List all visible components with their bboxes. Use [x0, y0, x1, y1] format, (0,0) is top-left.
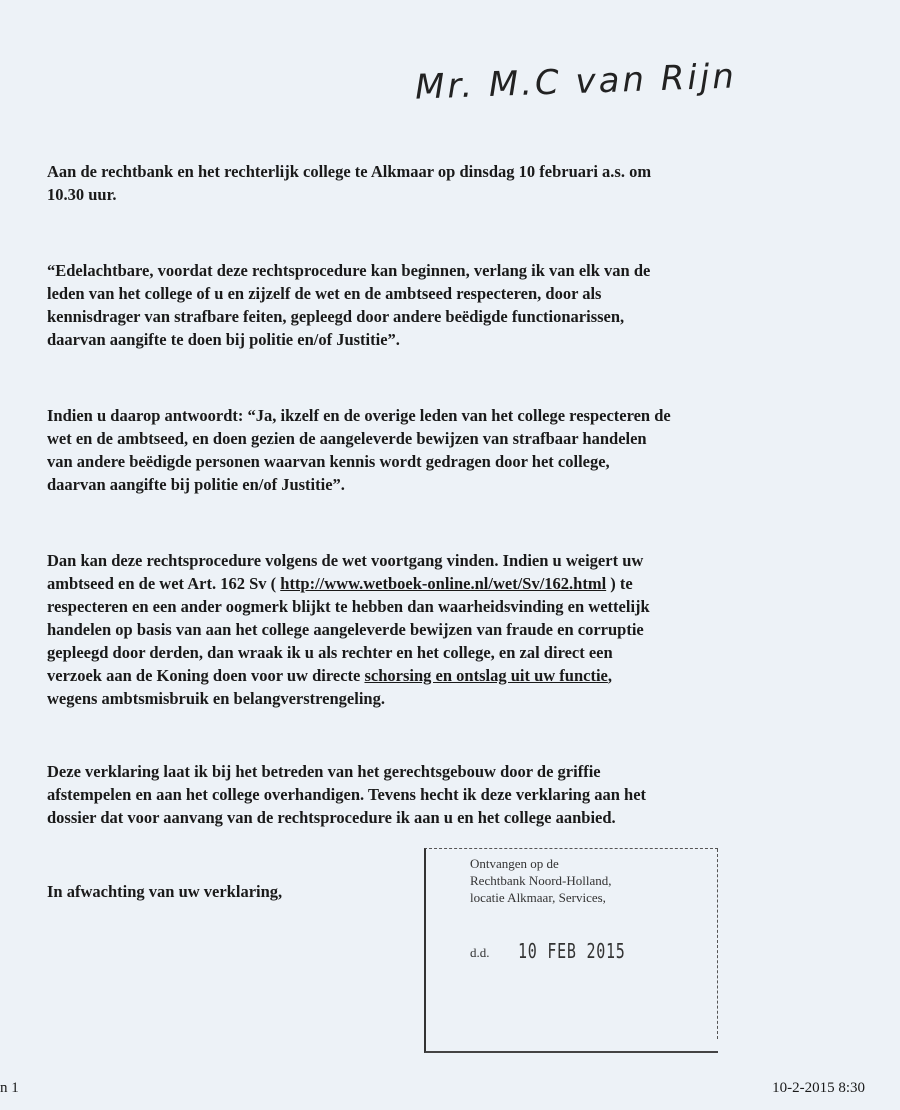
footer-page: n 1 [0, 1080, 19, 1096]
text-line: handelen op basis van aan het college aangeleverde bewijzen van fraude en corruptie [47, 620, 644, 639]
text-line: van andere beëdigde personen waarvan kennis wordt gedragen door het college, [47, 452, 610, 471]
paragraph-declaration [47, 760, 646, 829]
stamp-dd-label: d.d. [470, 945, 490, 960]
paragraph-conditions [47, 549, 650, 710]
text-line: “Edelachtbare, voordat deze rechtsprocedure kan beginnen, verlang ik van elk van de [47, 261, 651, 280]
text-line: Deze verklaring laat ik bij het betreden van het gerechtsgebouw door de griffie [47, 762, 601, 781]
text-segment: verzoek aan de Koning doen voor uw directe [47, 666, 365, 685]
text-line: 10.30 uur. [47, 185, 117, 204]
footer-timestamp: 10-2-2015 8:30 [772, 1080, 865, 1096]
text-line: daarvan aangifte te doen bij politie en/of Justitie”. [47, 330, 400, 349]
text-line [47, 572, 650, 595]
stamp-line: locatie Alkmaar, Services, [470, 890, 606, 905]
stamp-line: Rechtbank Noord-Holland, [470, 873, 612, 888]
text-line: wet en de ambtseed, en doen gezien de aangeleverde bewijzen van strafbaar handelen [47, 429, 647, 448]
text-segment: , [607, 666, 612, 685]
text-segment: ambtseed en de wet Art. 162 Sv ( [47, 574, 281, 593]
text-line: kennisdrager van strafbare feiten, gepleegd door andere beëdigde functionarissen, [47, 307, 625, 326]
text-line: afstempelen en aan het college overhandigen. Tevens hecht ik deze verklaring aan het [47, 785, 647, 804]
law-link[interactable]: http://www.wetboek-online.nl/wet/Sv/162.html [280, 574, 607, 593]
underlined-text: schorsing en ontslag uit uw functie [364, 666, 608, 685]
text-line: daarvan aangifte bij politie en/of Justitie”. [47, 475, 345, 494]
text-line: Indien u daarop antwoordt: “Ja, ikzelf en de overige leden van het college respecteren de [47, 406, 671, 425]
paragraph-addressee [47, 160, 651, 206]
stamp-border [717, 849, 718, 1039]
text-line: gepleegd door derden, dan wraak ik u als rechter en het college, en zal direct een [47, 643, 613, 662]
closing-line [47, 880, 282, 903]
stamp-text [470, 855, 612, 906]
text-line: leden van het college of u en zijzelf de wet en de ambtseed respecteren, door als [47, 284, 602, 303]
stamp-line: Ontvangen op de [470, 856, 559, 871]
text-line: wegens ambtsmisbruik en belangverstrengeling. [47, 689, 385, 708]
text-line: dossier dat voor aanvang van de rechtsprocedure ik aan u en het college aanbied. [47, 808, 616, 827]
text-segment: ) te [606, 574, 633, 593]
text-line: respecteren en een ander oogmerk blijkt te hebben dan waarheidsvinding en wettelijk [47, 597, 650, 616]
stamp-date: 10 FEB 2015 [518, 939, 626, 963]
text-line [47, 664, 650, 687]
handwritten-name: Mr. M.C van Rijn [414, 56, 738, 108]
received-stamp [424, 848, 718, 1053]
text-line: Dan kan deze rechtsprocedure volgens de wet voortgang vinden. Indien u weigert uw [47, 551, 644, 570]
paragraph-answer [47, 404, 671, 496]
text-line: Aan de rechtbank en het rechterlijk college te Alkmaar op dinsdag 10 februari a.s. om [47, 162, 652, 181]
text-line: In afwachting van uw verklaring, [47, 882, 283, 901]
paragraph-quote [47, 259, 650, 351]
